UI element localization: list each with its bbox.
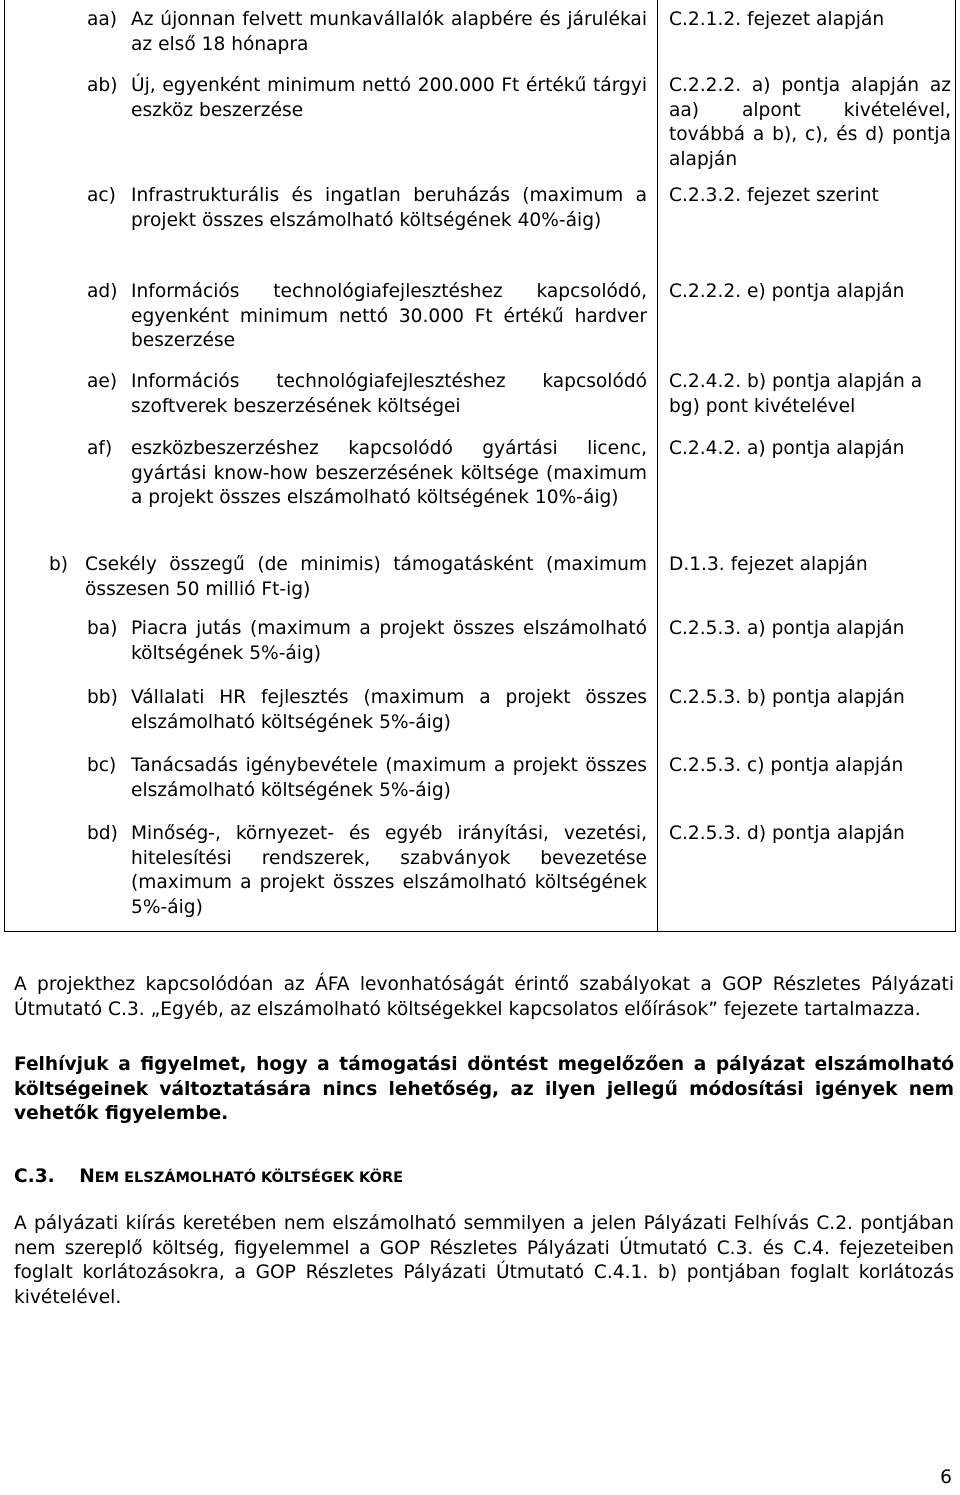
row-tag: ac): [87, 185, 116, 206]
non-eligible-paragraph: A pályázati kiírás keretében nem elszámolható semmilyen a jelen Pályázati Felhívás C.2. pontjában nem szereplő költség, figyelemmel a GOP Részletes Pályázati Útmutató C.3. és C.4. fejezeteiben foglalt korlátozásokra, a GOP Részletes Pályázati Útmutató C.4.1. b) pontjában foglalt korlátozás kivételével.: [14, 1213, 954, 1308]
row-text: Az újonnan felvett munkavállalók alapbére és járulékai az első 18 hónapra: [131, 9, 647, 55]
row-text: Infrastrukturális és ingatlan beruházás (maximum a projekt összes elszámolható költségének 40%-áig): [131, 185, 647, 231]
row-text: Csekély összegű (de minimis) támogatásként (maximum összesen 50 millió Ft-ig): [85, 554, 647, 600]
row-reference: C.2.2.2. e) pontja alapján: [669, 281, 905, 302]
section-title-initial: N: [79, 1166, 95, 1187]
row-tag: bc): [87, 755, 117, 776]
section-title: EM ELSZÁMOLHATÓ KÖLTSÉGEK KÖRE: [94, 1170, 404, 1186]
vat-paragraph: A projekthez kapcsolódóan az ÁFA levonhatóságát érintő szabályokat a GOP Részletes Pályázati Útmutató C.3. „Egyéb, az elszámolható költségekkel kapcsolatos előírások” fejezete tartalmazza.: [14, 974, 954, 1020]
warning-paragraph: Felhívjuk a figyelmet, hogy a támogatási döntést megelőzően a pályázat elszámolható költségeinek változtatására nincs lehetőség, az ilyen jellegű módosítási igények nem vehetők figyelembe.: [14, 1054, 954, 1124]
row-tag: af): [87, 438, 113, 459]
row-tag: ba): [87, 618, 118, 639]
row-tag: ab): [87, 75, 118, 96]
row-reference: C.2.1.2. fejezet alapján: [669, 9, 885, 30]
row-text: Piacra jutás (maximum a projekt összes elszámolható költségének 5%-áig): [131, 618, 647, 664]
row-tag: ad): [87, 281, 118, 302]
row-reference: C.2.4.2. a) pontja alapján: [669, 438, 905, 459]
section-number: C.3.: [14, 1166, 55, 1187]
row-reference: C.2.3.2. fejezet szerint: [669, 185, 879, 206]
row-reference: C.2.5.3. c) pontja alapján: [669, 755, 904, 776]
row-text: Vállalati HR fejlesztés (maximum a projekt összes elszámolható költségének 5%-áig): [131, 687, 647, 733]
section-heading: [14, 1165, 954, 1191]
row-tag: aa): [87, 9, 118, 30]
row-reference: C.2.5.3. a) pontja alapján: [669, 618, 905, 639]
row-text: Tanácsadás igénybevétele (maximum a projekt összes elszámolható költségének 5%-áig): [131, 755, 647, 801]
row-reference: D.1.3. fejezet alapján: [669, 554, 868, 575]
row-text: Információs technológiafejlesztéshez kapcsolódó szoftverek beszerzésének költségei: [131, 371, 647, 417]
row-text: eszközbeszerzéshez kapcsolódó gyártási licenc, gyártási know-how beszerzésének költsége (maximum a projekt összes elszámolható költségének 10%-áig): [131, 438, 647, 508]
column-divider: [657, 0, 658, 931]
page-number: 6: [940, 1467, 952, 1488]
row-text: Új, egyenként minimum nettó 200.000 Ft értékű tárgyi eszköz beszerzése: [131, 75, 647, 121]
row-reference: C.2.4.2. b) pontja alapján a bg) pont kivételével: [669, 371, 923, 417]
row-tag: bb): [87, 687, 118, 708]
row-reference: C.2.5.3. b) pontja alapján: [669, 687, 905, 708]
row-text: Információs technológiafejlesztéshez kapcsolódó, egyenként minimum nettó 30.000 Ft értékű hardver beszerzése: [131, 281, 647, 351]
row-tag: b): [49, 554, 69, 575]
row-reference: C.2.5.3. d) pontja alapján: [669, 823, 905, 844]
cost-table: [4, 0, 956, 932]
row-reference: C.2.2.2. a) pontja alapján az aa) alpont kivételével, továbbá a b), c), és d) pontja alapján: [669, 75, 951, 170]
row-tag: bd): [87, 823, 118, 844]
row-tag: ae): [87, 371, 118, 392]
row-text: Minőség-, környezet- és egyéb irányítási, vezetési, hitelesítési rendszerek, szabványok bevezetése (maximum a projekt összes elszámolható költségének 5%-áig): [131, 823, 647, 918]
